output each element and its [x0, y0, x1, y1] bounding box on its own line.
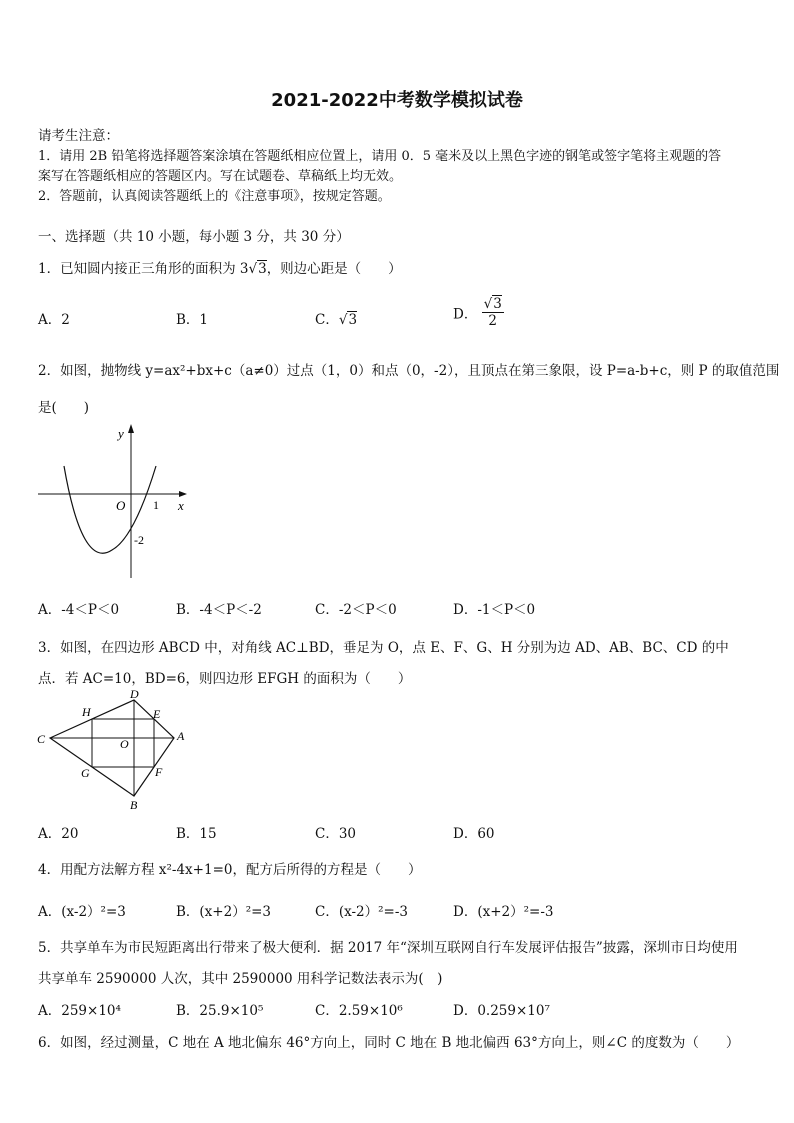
y-axis-arrow-icon: [128, 424, 134, 433]
q5-option-a: A．259×10⁴: [38, 1003, 121, 1019]
q2-option-a: A．-4＜P＜0: [38, 602, 120, 618]
q1-option-c: [315, 308, 357, 328]
notice-heading: 请考生注意：: [38, 128, 119, 144]
question-5-line-2: 共享单车 2590000 人次，其中 2590000 用科学记数法表示为( ): [38, 971, 443, 987]
q5-option-c: C．2.59×10⁶: [315, 1003, 403, 1019]
point-g-label: G: [81, 766, 90, 780]
point-o-label: O: [120, 737, 129, 751]
page-title: 2021-2022中考数学模拟试卷: [271, 90, 523, 111]
notice-item-1-line-1: 1．请用 2B 铅笔将选择题答案涂填在答题纸相应位置上，请用 0．5 毫米及以上黑色字迹的钢笔或签字笔将主观题的答: [38, 149, 722, 164]
q3-option-d: D．60: [453, 826, 495, 842]
question-1-text-b: ，则边心距是（ ）: [266, 261, 402, 277]
point-c-label: C: [37, 732, 46, 746]
origin-label: O: [116, 498, 126, 513]
question-2-line-1: 2．如图，抛物线 y=ax²+bx+c（a≠0）过点（1，0）和点（0，-2），且顶点在第三象限，设 P=a-b+c，则 P 的取值范围: [38, 363, 780, 379]
point-e-label: E: [153, 707, 161, 721]
point-h-label: H: [82, 705, 91, 719]
q1-option-a: A．2: [38, 312, 70, 328]
x-axis-label: x: [178, 498, 184, 513]
y-axis-label: y: [118, 426, 124, 441]
sqrt-symbol: √: [338, 312, 348, 328]
q1-option-b: B．1: [176, 312, 209, 328]
q3-option-b: B．15: [176, 826, 217, 842]
question-1-radicand: 3: [258, 261, 267, 277]
q5-option-b: B．25.9×10⁵: [176, 1003, 264, 1019]
q4-option-c: C．(x-2）²=-3: [315, 904, 408, 920]
q5-option-d: D．0.259×10⁷: [453, 1003, 550, 1019]
point-f-label: F: [155, 765, 163, 779]
notice-item-2: 2．答题前，认真阅读答题纸上的《注意事项》，按规定答题。: [38, 189, 391, 204]
q1-option-c-radicand: 3: [348, 312, 358, 328]
question-2-line-2: 是( ): [38, 400, 90, 416]
fraction-numerator-radicand: 3: [493, 296, 502, 312]
quadrilateral-figure: [30, 688, 200, 813]
q2-option-d: D．-1＜P＜0: [453, 602, 536, 618]
question-3-line-2: 点．若 AC=10，BD=6，则四边形 EFGH 的面积为（ ）: [38, 671, 412, 687]
sqrt-symbol: √: [248, 261, 258, 277]
q4-option-b: B．(x+2）²=3: [176, 904, 272, 920]
sqrt-symbol: √: [483, 296, 493, 312]
fraction-denominator: 2: [488, 313, 498, 329]
x-intercept-label: 1: [153, 498, 159, 512]
point-d-label: D: [130, 688, 139, 701]
parabola-figure: [30, 420, 200, 585]
q1-option-d-label: D．: [453, 306, 478, 323]
point-b-label: B: [130, 798, 138, 812]
question-3-line-1: 3．如图，在四边形 ABCD 中，对角线 AC⊥BD，垂足为 O，点 E、F、G、H 分别为边 AD、AB、BC、CD 的中: [38, 640, 729, 656]
q3-option-a: A．20: [38, 826, 79, 842]
q3-option-c: C．30: [315, 826, 357, 842]
q1-option-d: [453, 296, 504, 329]
question-5-line-1: 5．共享单车为市民短距离出行带来了极大便利．据 2017 年“深圳互联网自行车发展评估报告”披露，深圳市日均使用: [38, 940, 738, 956]
question-4: 4．用配方法解方程 x²-4x+1=0，配方后所得的方程是（ ）: [38, 862, 422, 878]
q2-option-b: B．-4＜P＜-2: [176, 602, 262, 618]
question-6: 6．如图，经过测量，C 地在 A 地北偏东 46°方向上，同时 C 地在 B 地北偏西 63°方向上，则∠C 的度数为（ ）: [38, 1035, 740, 1051]
fraction-numerator: [482, 296, 504, 313]
q2-option-c: C．-2＜P＜0: [315, 602, 397, 618]
section-heading: 一、选择题（共 10 小题，每小题 3 分，共 30 分）: [38, 229, 350, 245]
x-axis-arrow-icon: [179, 491, 187, 497]
q1-option-d-fraction: [482, 296, 504, 329]
question-1: [38, 257, 402, 277]
notice-item-1-line-2: 案写在答题纸相应的答题区内。写在试题卷、草稿纸上均无效。: [38, 169, 403, 184]
point-a-label: A: [177, 729, 185, 743]
q4-option-d: D．(x+2）²=-3: [453, 904, 554, 920]
q1-option-c-label: C．: [315, 312, 339, 328]
q4-option-a: A．(x-2）²=3: [38, 904, 126, 920]
question-1-text-a: 1．已知圆内接正三角形的面积为 3: [38, 261, 249, 277]
y-intercept-label: -2: [134, 533, 144, 547]
